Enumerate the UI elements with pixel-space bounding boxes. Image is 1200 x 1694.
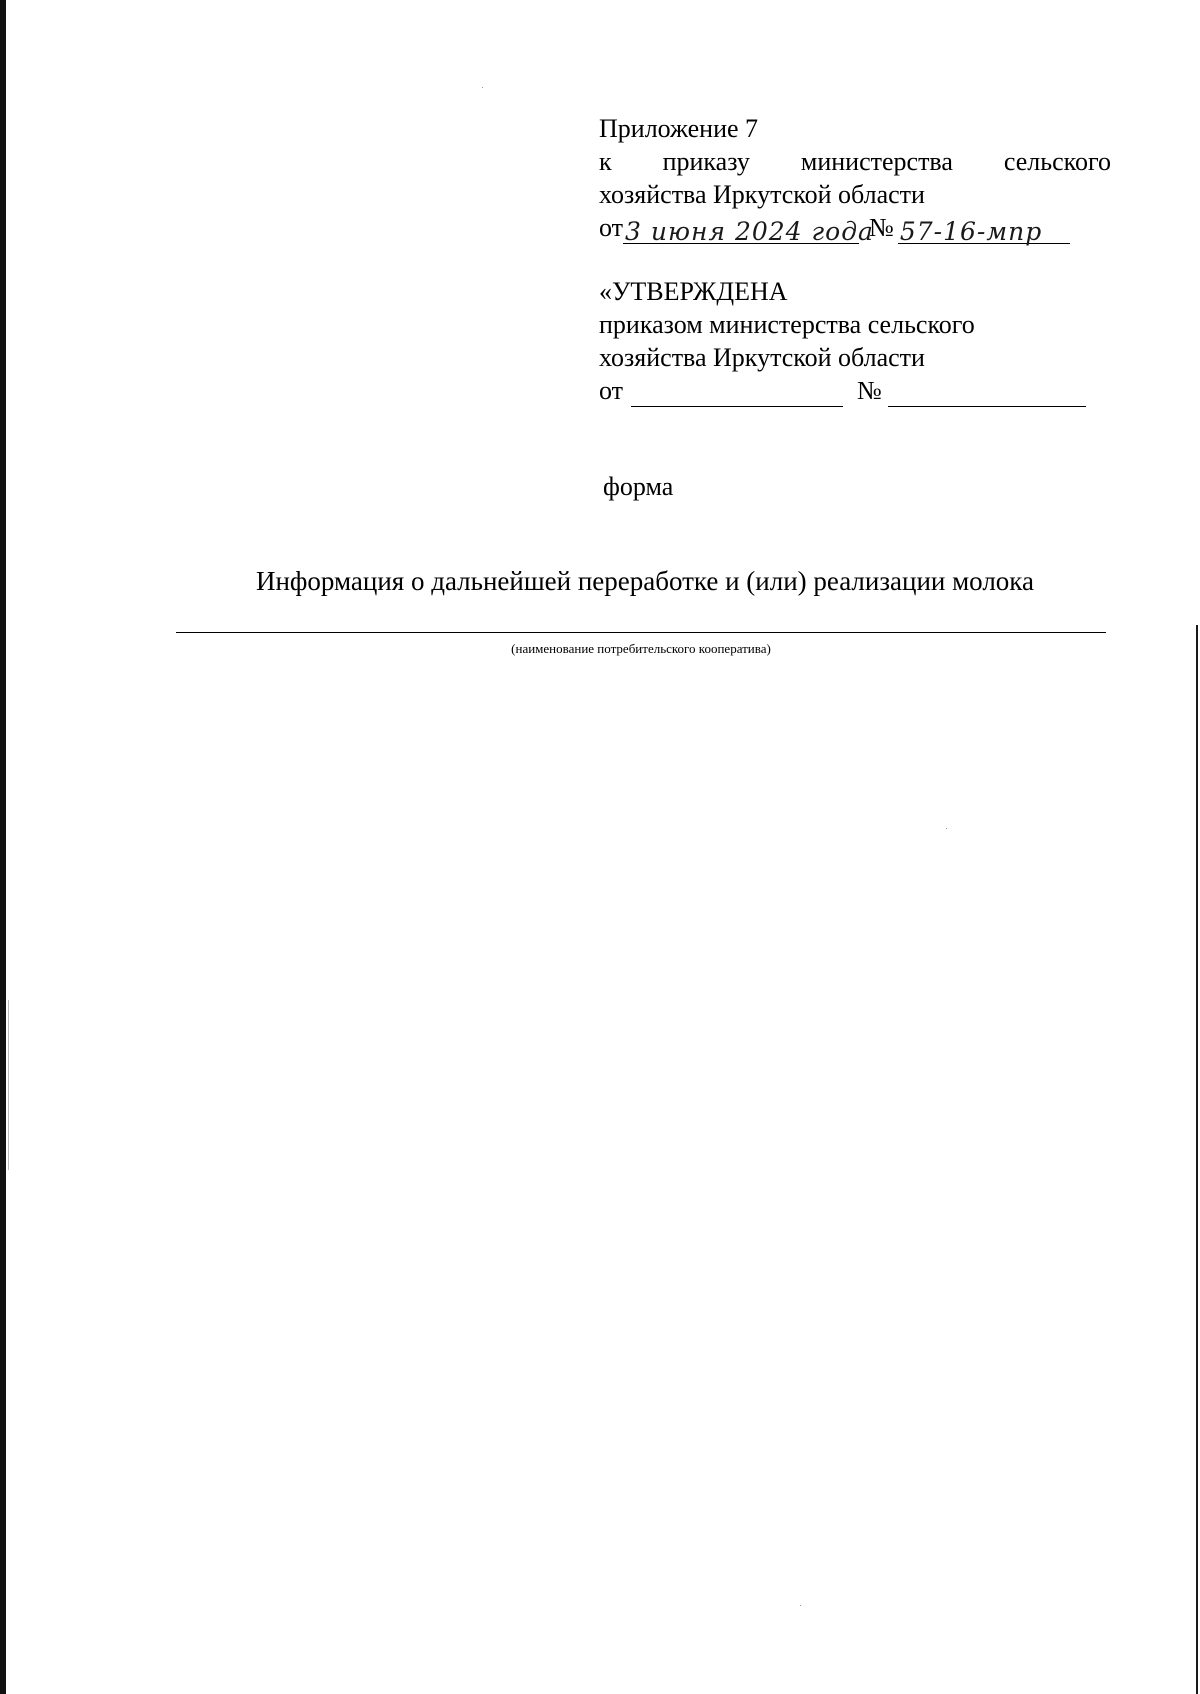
form-label: форма bbox=[603, 472, 674, 501]
appendix-word: сельского bbox=[1003, 147, 1111, 176]
scan-speck bbox=[800, 1605, 801, 1606]
appendix-number-field bbox=[898, 215, 1070, 244]
appendix-word: к bbox=[599, 147, 612, 176]
approval-block bbox=[599, 275, 1111, 407]
scan-border-right bbox=[1196, 625, 1198, 1694]
appendix-word: приказу bbox=[662, 147, 750, 176]
appendix-date-prefix: от bbox=[599, 213, 624, 242]
scan-border-left-faint bbox=[8, 1000, 9, 1170]
document-title: Информация о дальнейшей переработке и (или) реализации молока bbox=[255, 566, 1034, 596]
handwritten-date: 3 июня 2024 года bbox=[625, 217, 874, 246]
approval-number-blank bbox=[888, 378, 1086, 407]
handwritten-number: 57-16-мпр bbox=[899, 217, 1043, 246]
appendix-date-number-row bbox=[599, 211, 1111, 244]
cooperative-name-line bbox=[176, 632, 1106, 633]
scan-speck bbox=[482, 87, 483, 88]
appendix-date-field bbox=[623, 215, 874, 246]
appendix-word: министерства bbox=[800, 147, 953, 176]
approval-number-prefix: № bbox=[857, 376, 882, 405]
scan-speck bbox=[946, 828, 947, 829]
approval-order-line: приказом министерства сельского bbox=[599, 310, 975, 339]
cooperative-name-caption: (наименование потребительского кооператива) bbox=[511, 641, 771, 656]
appendix-number-prefix: № bbox=[869, 213, 894, 242]
approval-date-prefix: от bbox=[599, 376, 624, 405]
approval-date-number-row bbox=[599, 374, 1111, 407]
appendix-title: Приложение 7 bbox=[599, 114, 759, 143]
appendix-order-line bbox=[599, 145, 1111, 178]
scan-border-left bbox=[0, 0, 6, 1694]
appendix-ministry-line: хозяйства Иркутской области bbox=[599, 180, 925, 209]
appendix-block bbox=[599, 112, 1111, 244]
approval-date-blank bbox=[631, 378, 843, 407]
approval-heading: «УТВЕРЖДЕНА bbox=[599, 277, 788, 306]
approval-ministry-line: хозяйства Иркутской области bbox=[599, 343, 925, 372]
